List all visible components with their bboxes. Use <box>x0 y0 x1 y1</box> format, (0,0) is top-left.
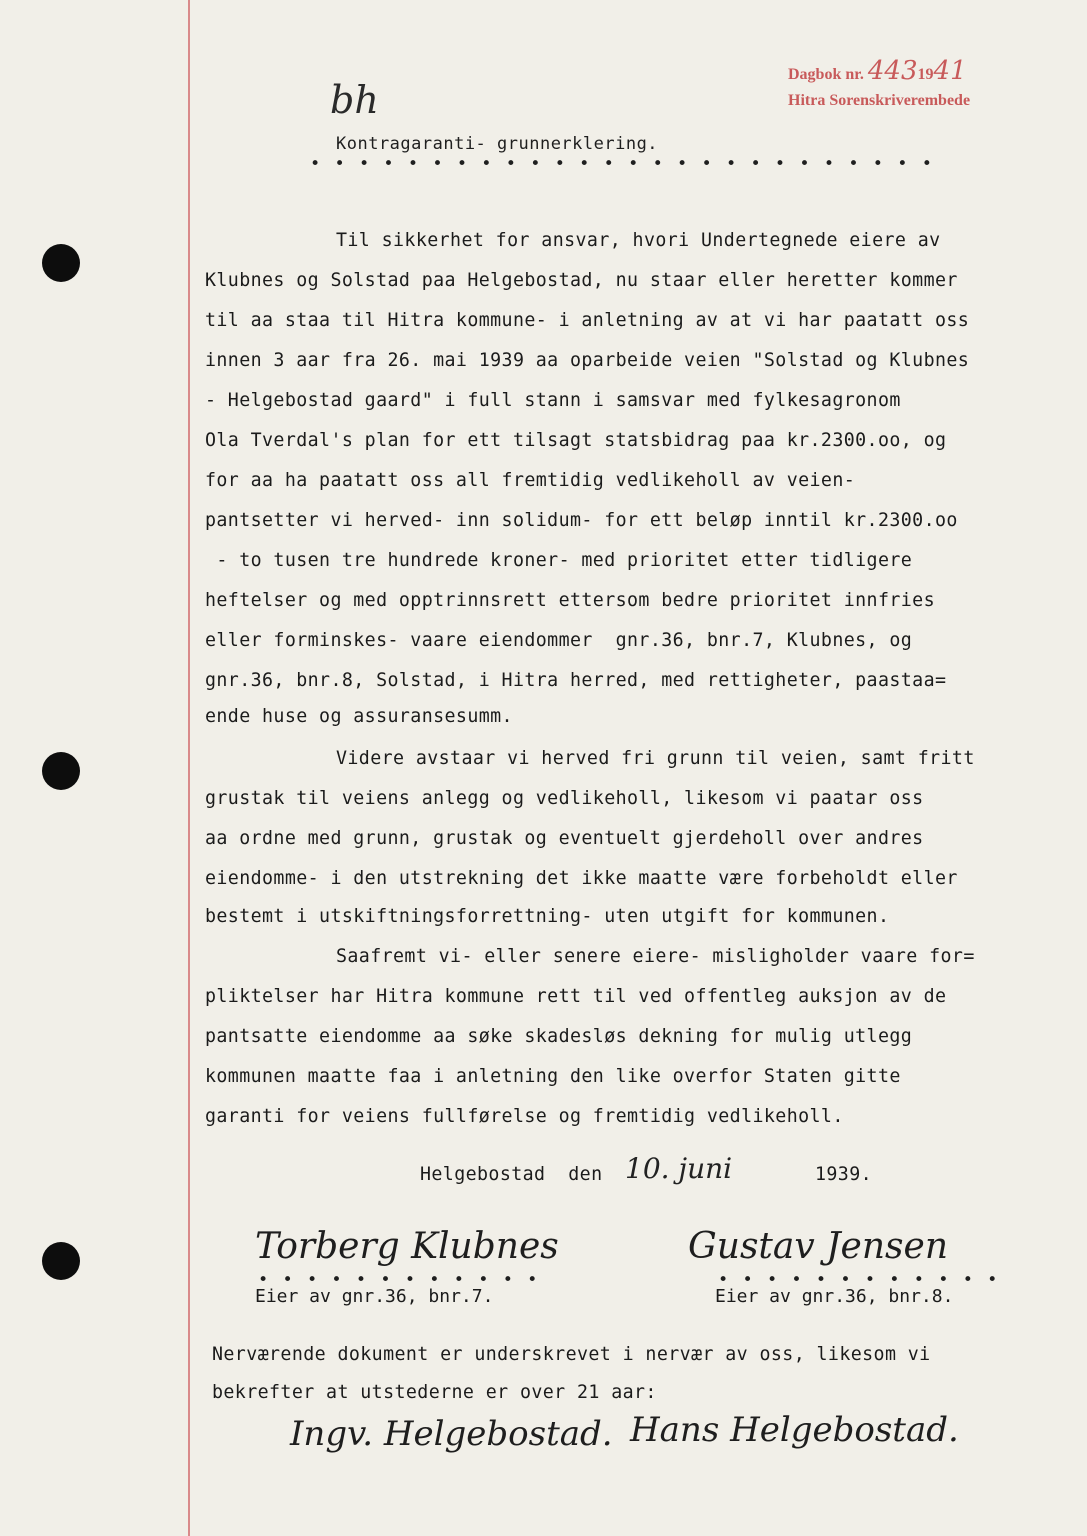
witness-signature-first: Ingv. Helgebostad. <box>290 1414 613 1454</box>
signature-right: Gustav Jensen <box>688 1226 949 1267</box>
body-line: - to tusen tre hundrede kroner- med prioritet etter tidligere <box>205 550 913 571</box>
margin-rule <box>188 0 190 1536</box>
body-line: garanti for veiens fullførelse og fremtidig vedlikeholl. <box>205 1106 844 1127</box>
witness-signature-second: Hans Helgebostad. <box>630 1410 959 1450</box>
body-line: eller forminskes- vaare eiendommer gnr.36, bnr.7, Klubnes, og <box>205 630 913 651</box>
body-line: Til sikkerhet for ansvar, hvori Undertegnede eiere av <box>336 230 941 251</box>
place-label: Helgebostad den <box>420 1164 603 1185</box>
body-line: eiendomme- i den utstrekning det ikke maatte være forbeholdt eller <box>205 868 958 889</box>
registry-stamp <box>788 58 970 114</box>
signature-right-underline: • • • • • • • • • • • • <box>718 1270 1000 1290</box>
body-line: heftelser og med opptrinnsrett ettersom bedre prioritet innfries <box>205 590 935 611</box>
body-line: til aa staa til Hitra kommune- i anletning av at vi har paatatt oss <box>205 310 970 331</box>
body-line: Videre avstaar vi herved fri grunn til veien, samt fritt <box>336 748 975 769</box>
handwritten-date: 10. juni <box>625 1152 733 1185</box>
body-line: Klubnes og Solstad paa Helgebostad, nu staar eller heretter kommer <box>205 270 958 291</box>
witness-line: bekrefter at utstederne er over 21 aar: <box>212 1382 657 1403</box>
signature-left: Torberg Klubnes <box>255 1226 559 1267</box>
document-title: Kontragaranti- grunnerklering. <box>336 134 659 154</box>
body-line: grustak til veiens anlegg og vedlikeholl, likesom vi paatar oss <box>205 788 924 809</box>
title-underline-dots: • • • • • • • • • • • • • • • • • • • • • • • • • • <box>310 154 934 174</box>
stamp-dagbok-label: Dagbok nr. <box>788 66 864 83</box>
body-line: pantsetter vi herved- inn solidum- for ett beløp inntil kr.2300.oo <box>205 510 958 531</box>
stamp-year-prefix: 19 <box>917 66 934 83</box>
body-line: innen 3 aar fra 26. mai 1939 aa oparbeide veien "Solstad og Klubnes <box>205 350 970 371</box>
body-line: gnr.36, bnr.8, Solstad, i Hitra herred, med rettigheter, paastaa= <box>205 670 947 691</box>
body-line: ende huse og assuransesumm. <box>205 706 513 727</box>
body-line: for aa ha paatatt oss all fremtidig vedlikeholl av veien- <box>205 470 856 491</box>
stamp-dagbok-number: 443 <box>867 56 918 86</box>
handwritten-initials: bh <box>330 78 379 122</box>
body-line: bestemt i utskiftningsforrettning- uten utgift for kommunen. <box>205 906 890 927</box>
body-line: Saafremt vi- eller senere eiere- misligholder vaare for= <box>336 946 975 967</box>
body-line: - Helgebostad gaard" i full stann i samsvar med fylkesagronom <box>205 390 901 411</box>
body-line: aa ordne med grunn, grustak og eventuelt gjerdeholl over andres <box>205 828 924 849</box>
signature-right-caption: Eier av gnr.36, bnr.8. <box>715 1286 954 1307</box>
stamp-office: Hitra Sorenskriverembede <box>788 92 971 109</box>
body-line: Ola Tverdal's plan for ett tilsagt statsbidrag paa kr.2300.oo, og <box>205 430 947 451</box>
punch-hole-icon <box>42 1242 80 1280</box>
stamp-year-suffix: 41 <box>933 56 967 86</box>
signature-left-caption: Eier av gnr.36, bnr.7. <box>255 1286 494 1307</box>
signature-left-underline: • • • • • • • • • • • • <box>258 1270 540 1290</box>
date-year: 1939. <box>815 1164 873 1185</box>
witness-line: Nerværende dokument er underskrevet i nervær av oss, likesom vi <box>212 1344 931 1365</box>
punch-hole-icon <box>42 752 80 790</box>
body-line: pantsatte eiendomme aa søke skadesløs dekning for mulig utlegg <box>205 1026 913 1047</box>
body-line: kommunen maatte faa i anletning den like overfor Staten gitte <box>205 1066 901 1087</box>
punch-hole-icon <box>42 244 80 282</box>
body-line: pliktelser har Hitra kommune rett til ved offentleg auksjon av de <box>205 986 947 1007</box>
